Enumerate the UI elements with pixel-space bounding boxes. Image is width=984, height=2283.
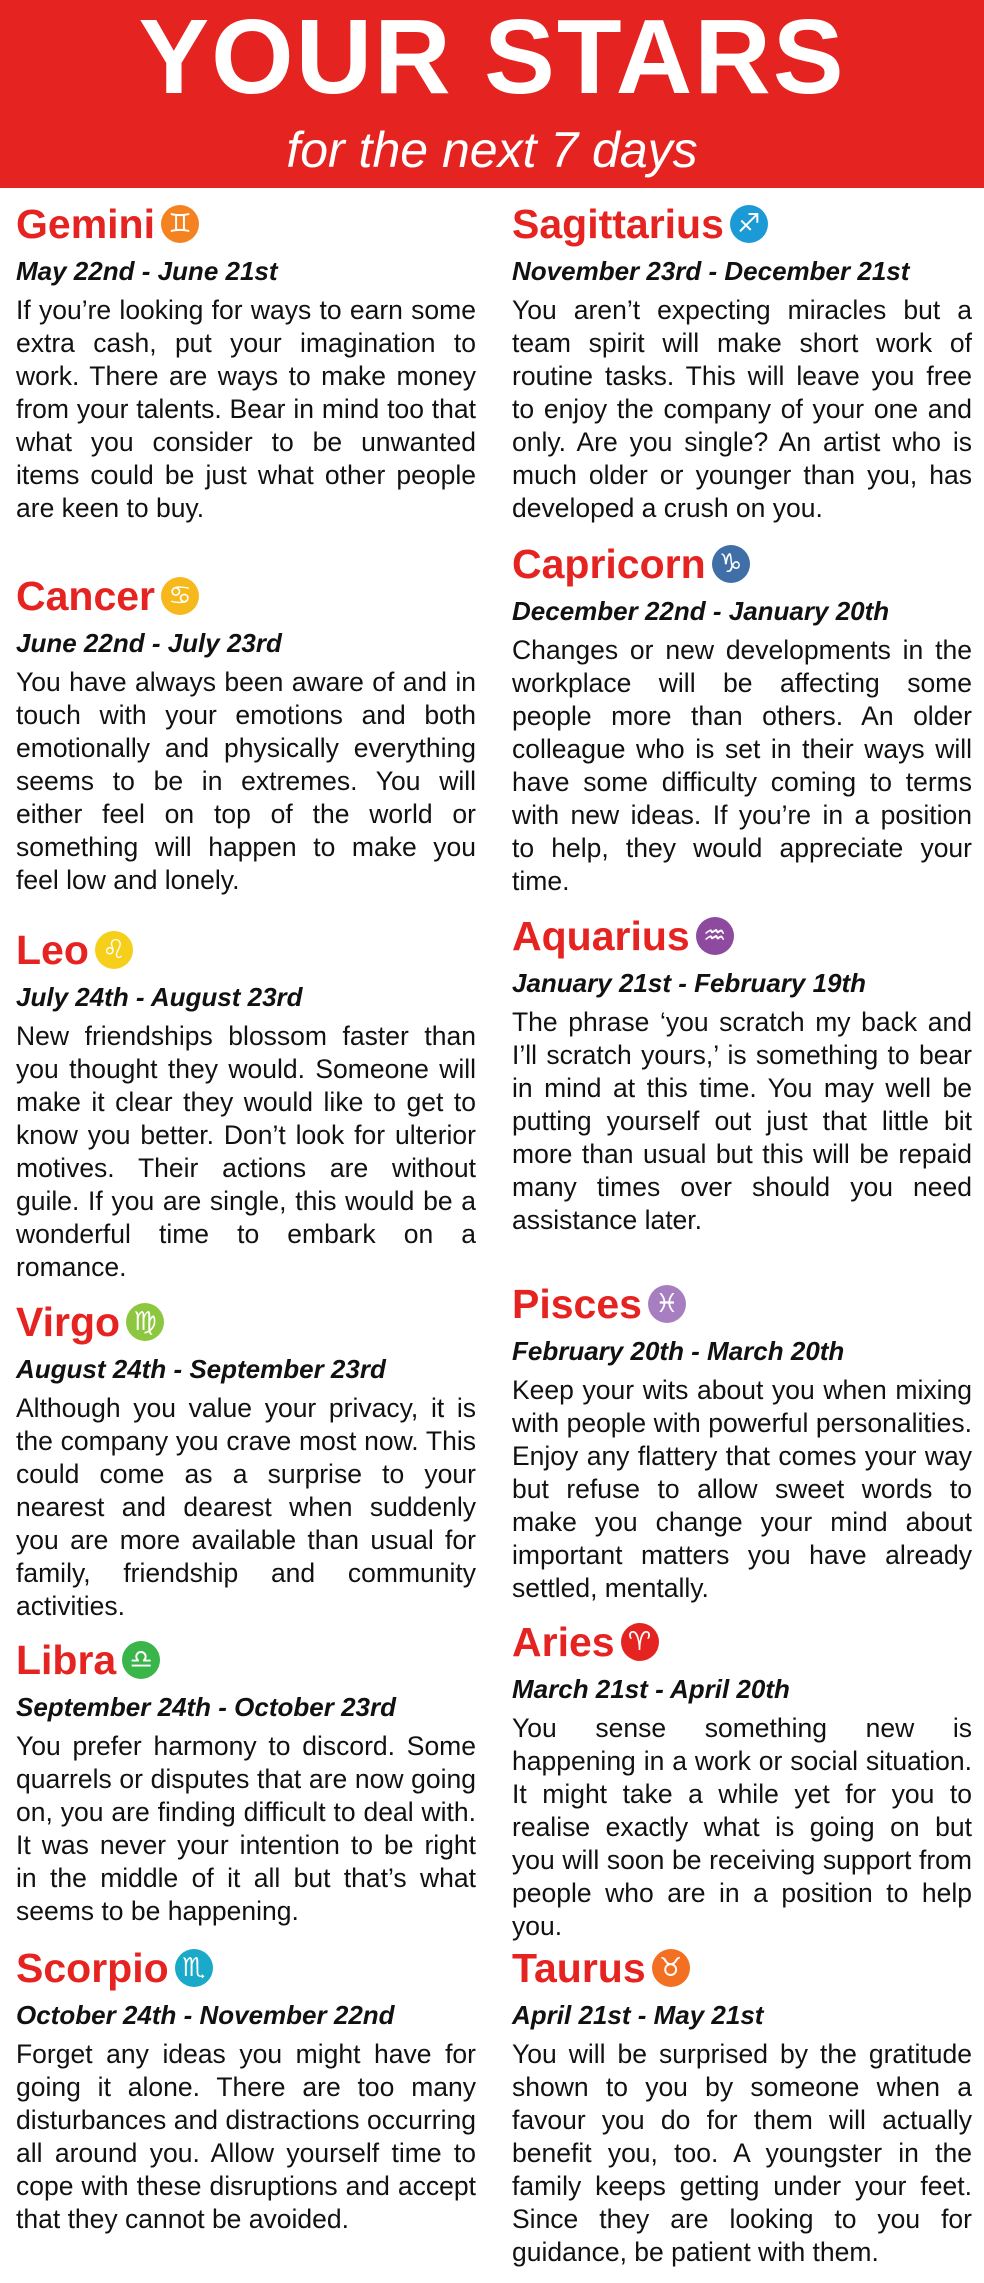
sign-dates: September 24th - October 23rd: [16, 1692, 396, 1722]
sign-gemini: [16, 196, 476, 525]
sign-header: [512, 1940, 972, 1996]
sign-leo: [16, 922, 476, 1284]
sign-header: [512, 536, 972, 592]
aries-icon: ♈: [621, 1623, 659, 1661]
scorpio-icon: ♏: [175, 1949, 213, 1987]
sign-text: New friendships blossom faster than you thought they would. Someone will make it clear they would like to get to know you better. Don’t look for ulterior motives. Their actions are without guile. If you are single, this would be a wonderful time to embark on a romance.: [16, 1021, 476, 1282]
sign-dates: February 20th - March 20th: [512, 1336, 845, 1366]
sign-name: Sagittarius: [512, 201, 724, 247]
sign-name: Leo: [16, 927, 89, 973]
sign-name: Cancer: [16, 573, 156, 619]
sign-cancer: [16, 568, 476, 897]
sign-header: [16, 1940, 476, 1996]
sign-text: You sense something new is happening in a work or social situation. It might take a while yet for you to realise exactly what is going on but you will soon be receiving support from people who are in a position to help you.: [512, 1713, 972, 1941]
sign-sagittarius: [512, 196, 972, 525]
sign-dates: April 21st - May 21st: [512, 2000, 764, 2030]
sign-pisces: [512, 1276, 972, 1605]
sign-name: Capricorn: [512, 541, 706, 587]
sign-name: Libra: [16, 1637, 117, 1683]
sign-capricorn: [512, 536, 972, 898]
sign-text: Although you value your privacy, it is the company you crave most now. This could come as a surprise to your nearest and dearest when suddenly you are more available than usual for family, friendship and community activities.: [16, 1393, 476, 1621]
sign-name: Aquarius: [512, 913, 690, 959]
page-title: YOUR STARS: [138, 0, 846, 116]
sign-dates: August 24th - September 23rd: [16, 1354, 386, 1384]
sign-text: You will be surprised by the gratitude shown to you by someone when a favour you do for them will actually benefit you, too. A youngster in the family keeps getting under your feet. Since they are looking to you for guidance, be patient with them.: [512, 2039, 972, 2267]
sign-header: [16, 1632, 476, 1688]
sign-name: Aries: [512, 1619, 615, 1665]
cancer-icon: ♋: [161, 577, 199, 615]
sign-header: [512, 196, 972, 252]
capricorn-icon: ♑: [712, 545, 750, 583]
sign-text: Changes or new developments in the workplace will be affecting some people more than others. An older colleague who is set in their ways will have some difficulty coming to terms with new ideas. If you’re in a position to help, they would appreciate your time.: [512, 635, 972, 896]
sign-header: [512, 908, 972, 964]
sign-dates: January 21st - February 19th: [512, 968, 867, 998]
sign-virgo: [16, 1294, 476, 1623]
sign-header: [16, 1294, 476, 1350]
sign-libra: [16, 1632, 476, 1928]
sign-header: [512, 1614, 972, 1670]
pisces-icon: ♓: [648, 1285, 686, 1323]
sign-dates: November 23rd - December 21st: [512, 256, 910, 286]
sign-text: You prefer harmony to discord. Some quarrels or disputes that are now going on, you are finding difficult to deal with. It was never your intention to be right in the middle of it all but that’s what seems to be happening.: [16, 1731, 476, 1926]
sign-dates: June 22nd - July 23rd: [16, 628, 282, 658]
sagittarius-icon: ♐: [730, 205, 768, 243]
sign-dates: May 22nd - June 21st: [16, 256, 278, 286]
sign-text: If you’re looking for ways to earn some extra cash, put your imagination to work. There are ways to make money from your talents. Bear in mind too that what you consider to be unwanted items could be just what other people are keen to buy.: [16, 295, 476, 523]
sign-name: Pisces: [512, 1281, 642, 1327]
sign-taurus: [512, 1940, 972, 2269]
sign-header: [16, 568, 476, 624]
sign-aquarius: [512, 908, 972, 1237]
sign-text: The phrase ‘you scratch my back and I’ll scratch yours,’ is something to bear in mind at this time. You may well be putting yourself out just that little bit more than usual but this will be repaid many times over should you need assistance later.: [512, 1007, 972, 1235]
sign-name: Taurus: [512, 1945, 646, 1991]
sign-name: Scorpio: [16, 1945, 169, 1991]
sign-dates: July 24th - August 23rd: [16, 982, 303, 1012]
sign-text: You aren’t expecting miracles but a team spirit will make short work of routine tasks. This will leave you free to enjoy the company of your one and only. Are you single? An artist who is much older or younger than you, has developed a crush on you.: [512, 295, 972, 523]
sign-dates: October 24th - November 22nd: [16, 2000, 395, 2030]
page-subtitle: for the next 7 days: [286, 122, 698, 178]
aquarius-icon: ♒: [696, 917, 734, 955]
sign-dates: December 22nd - January 20th: [512, 596, 890, 626]
taurus-icon: ♉: [652, 1949, 690, 1987]
sign-name: Virgo: [16, 1299, 121, 1345]
sign-scorpio: [16, 1940, 476, 2236]
gemini-icon: ♊: [161, 205, 199, 243]
sign-name: Gemini: [16, 201, 155, 247]
sign-header: [16, 922, 476, 978]
sign-text: You have always been aware of and in touch with your emotions and both emotionally and physically everything seems to be in extremes. You will either feel on top of the world or something will happen to make you feel low and lonely.: [16, 667, 476, 895]
sign-text: Forget any ideas you might have for going it alone. There are too many disturbances and distractions occurring all around you. Allow yourself time to cope with these disruptions and accept that they cannot be avoided.: [16, 2039, 476, 2234]
sign-header: [16, 196, 476, 252]
header-banner: [0, 0, 984, 188]
libra-icon: ♎: [122, 1641, 160, 1679]
sign-header: [512, 1276, 972, 1332]
sign-dates: March 21st - April 20th: [512, 1674, 790, 1704]
sign-text: Keep your wits about you when mixing with people with powerful personalities. Enjoy any flattery that comes your way but refuse to allow sweet words to make you change your mind about important matters you have already settled, mentally.: [512, 1375, 972, 1603]
virgo-icon: ♍: [126, 1303, 164, 1341]
sign-aries: [512, 1614, 972, 1943]
leo-icon: ♌: [95, 931, 133, 969]
